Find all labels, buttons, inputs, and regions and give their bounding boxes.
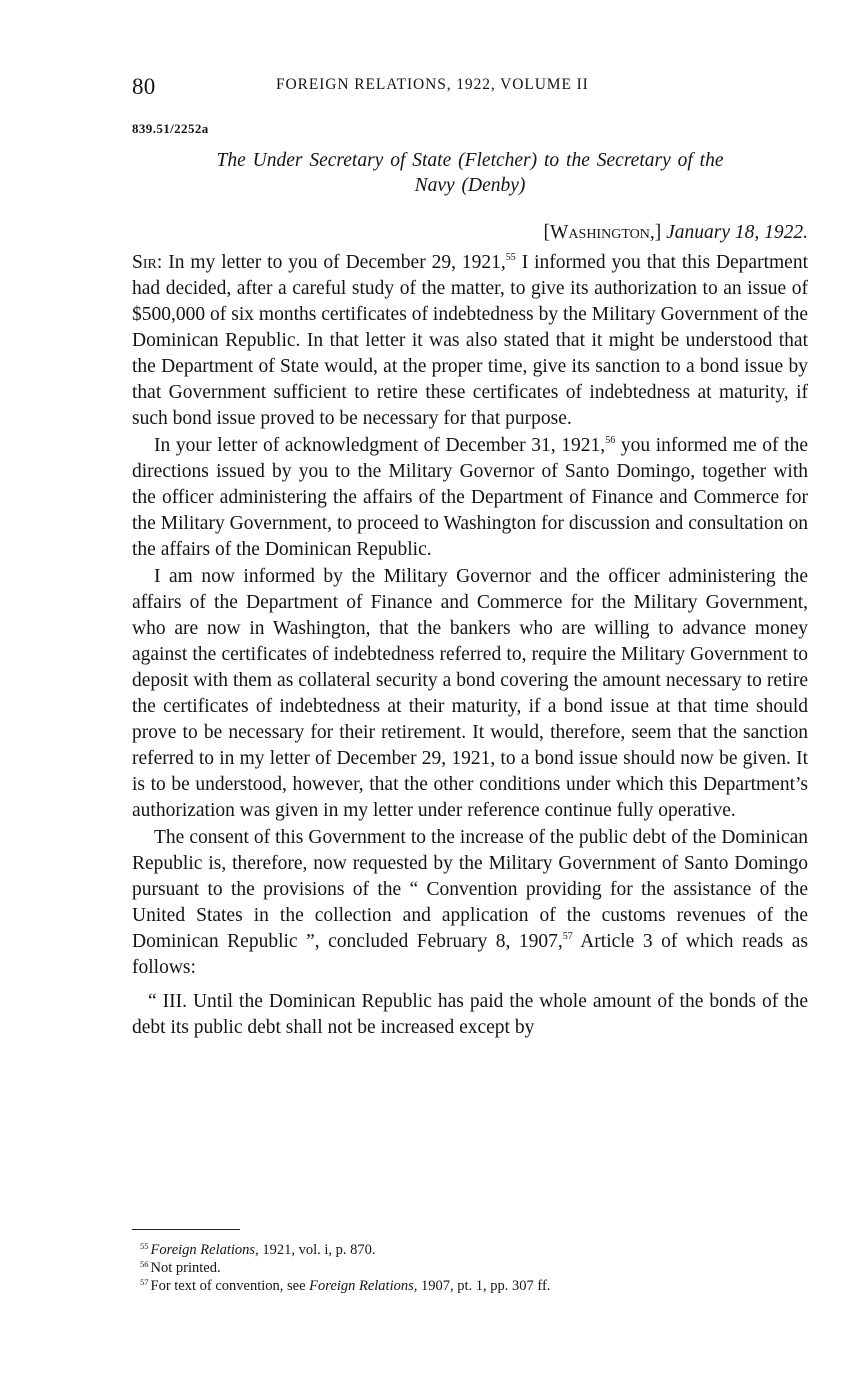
quoted-article: “ III. Until the Dominican Republic has paid the whole amount of the bonds of the debt its public debt shall not be increased except by — [132, 991, 808, 1038]
file-number: 839.51/2252a — [132, 121, 209, 136]
footnote-56 — [140, 1259, 808, 1277]
footnote-text: 1921, vol. i, p. 870. — [258, 1242, 376, 1258]
footnote-ref-56[interactable]: 56 — [605, 435, 616, 446]
footnote-number: 57 — [140, 1277, 149, 1287]
page-number: 80 — [132, 74, 156, 99]
footnote-text: Not printed. — [150, 1260, 221, 1276]
document-title — [132, 148, 808, 198]
paragraph-4-text-b: Article 3 of which reads as follows: — [132, 931, 808, 978]
paragraph-2-text-b: you informed me of the directions issued by you to the Military Governor of Santo Domingo, together with the officer administering the affairs of the Department of Finance and Commerce for the Military Government, to proceed to Washington for discussion and consultation on the affairs of the Dominican Republic. — [132, 435, 808, 560]
letter-body — [132, 250, 808, 1041]
paragraph-2 — [132, 433, 808, 563]
dateline — [544, 222, 808, 244]
document-title-line-1: The Under Secretary of State (Fletcher) to the Secretary of the — [216, 150, 724, 171]
salutation: Sir — [132, 252, 157, 273]
running-head — [132, 72, 808, 102]
footnote-italic: Foreign Relations, — [150, 1242, 259, 1258]
paragraph-1 — [132, 250, 808, 432]
footnote-prefix: For text of convention, see — [150, 1278, 310, 1294]
paragraph-2-text-a: In your letter of acknowledgment of December 31, 1921, — [154, 435, 606, 456]
dateline-date: January 18, 1922. — [666, 222, 808, 243]
footnote-italic: Foreign Relations, — [309, 1278, 418, 1294]
paragraph-4 — [132, 825, 808, 981]
footnote-divider — [132, 1229, 240, 1230]
footnote-text: 1907, pt. 1, pp. 307 ff. — [417, 1278, 551, 1294]
footnote-ref-57[interactable]: 57 — [562, 931, 573, 942]
paragraph-3: I am now informed by the Military Governor and the officer administering the affairs of the Department of Finance and Commerce for the Military Government, who are now in Washington, that the bankers who are willing to advance money against the certificates of indebtedness referred to, require the Military Government to deposit with them as collateral security a bond covering the amount necessary to retire the certificates of indebtedness at their maturity, if a bond issue at that time should prove to be necessary for their retirement. It would, therefore, seem that the sanction referred to in my letter of December 29, 1921, to a bond issue should now be given. It is to be understood, however, that the other conditions under which this Department’s authorization was given in my letter under reference continue fully operative. — [132, 566, 808, 821]
footnote-number: 56 — [140, 1259, 149, 1269]
paragraph-4-text-a: The consent of this Government to the increase of the public debt of the Dominican Republic is, therefore, now requested by the Military Government of Santo Domingo pursuant to the provisions of the “ Convention providing for the assistance of the United States in the collection and application of the customs revenues of the Dominican Republic ”, concluded February 8, 1907, — [132, 827, 808, 952]
footnote-55 — [140, 1241, 808, 1259]
dateline-place: [Washington,] — [543, 222, 662, 243]
document-title-line-2: Navy (Denby) — [414, 175, 526, 196]
paragraph-1-text-b: I informed you that this Department had decided, after a careful study of the matter, to give its authorization to an issue of $500,000 of six months certificates of indebtedness by the Military Government of the Dominican Republic. In that letter it was also stated that it might be understood that the Department of State would, at the proper time, give its sanction to a bond issue by that Government sufficient to retire these certificates of indebtedness at maturity, if such bond issue proved to be necessary for that purpose. — [132, 252, 808, 429]
footnote-ref-55[interactable]: 55 — [505, 252, 516, 263]
footnotes — [140, 1241, 808, 1295]
footnote-57 — [140, 1277, 808, 1295]
journal-title: FOREIGN RELATIONS, 1922, VOLUME II — [276, 76, 589, 93]
paragraph-1-text-a: : In my letter to you of December 29, 1921, — [156, 252, 506, 273]
footnote-number: 55 — [140, 1241, 149, 1251]
